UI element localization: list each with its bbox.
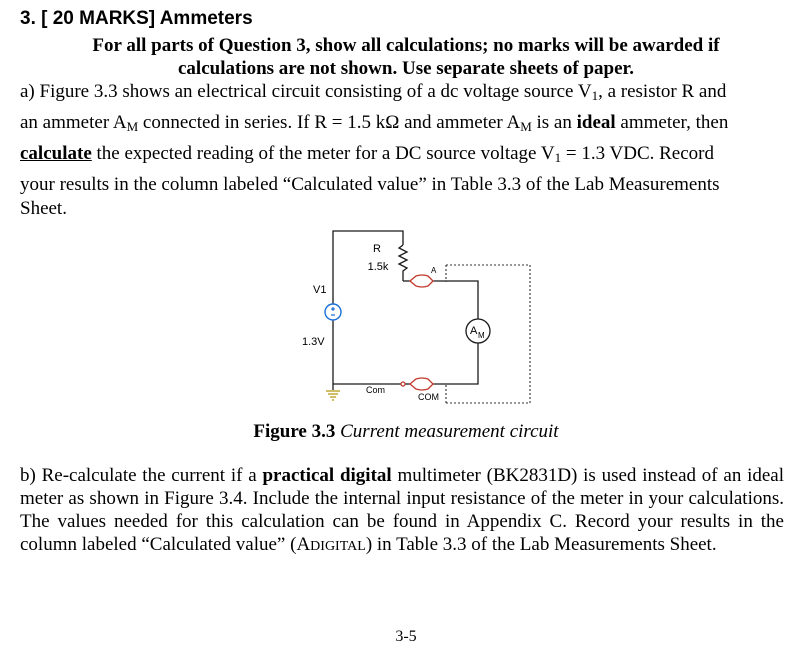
meter-symbol: A (470, 325, 478, 337)
wire-meter-to-com (432, 343, 478, 384)
instructions-line-2: calculations are not shown. Use separate sheets of paper. (178, 58, 634, 79)
source-value: 1.3V (302, 336, 325, 348)
part-a-line-3: calculate the expected reading of the meter for a DC source voltage $V_1 = 1.3$ VDC. Record (20, 143, 714, 165)
part-a-line-2: an ammeter $A_M$ connected in series. If R = 1.5 kΩ and ammeter $A_M$ is an ideal ammeter, then (20, 112, 729, 134)
meter-sub: M (478, 331, 485, 340)
figure-caption: Figure 3.3 Current measurement circuit (253, 421, 559, 442)
part-a-line-5: Sheet. (20, 198, 67, 219)
instructions-line-1: For all parts of Question 3, show all calculations; no marks will be awarded if (92, 35, 720, 56)
part-a-line-1: a) Figure 3.3 shows an electrical circuit consisting of a dc voltage source $V_1$, a resistor R and (20, 81, 727, 103)
source-name: V1 (313, 284, 327, 296)
dc-source-icon (325, 304, 341, 320)
resistor (399, 245, 407, 281)
ground-icon (326, 391, 340, 400)
page-number: 3-5 (395, 628, 417, 645)
question-heading: 3. [ 20 MARKS] Ammeters (20, 8, 253, 29)
terminal-com-label: COM (418, 392, 439, 402)
part-b-paragraph: b) Re-calculate the current if a practical digital multimeter (BK2831D) is used instead of an ideal meter as shown in Figure 3.4. Include the internal input resistance of the meter in your calculations. The values needed for this calculation can be found in Appendix C. Record your results in the column labeled “Calculated value” (ADIGITAL) in Table 3.3 of the Lab Measurements Sheet. (20, 465, 785, 555)
terminal-a-label: A (431, 266, 437, 275)
wire-a-to-meter (432, 281, 478, 319)
resistor-name: R (373, 243, 381, 255)
part-a-line-4: your results in the column labeled “Calculated value” in Table 3.3 of the Lab Measurements (20, 174, 720, 195)
resistor-value: 1.5k (367, 261, 389, 273)
ground-label: Com (366, 385, 386, 395)
probe-a-icon (410, 275, 433, 287)
